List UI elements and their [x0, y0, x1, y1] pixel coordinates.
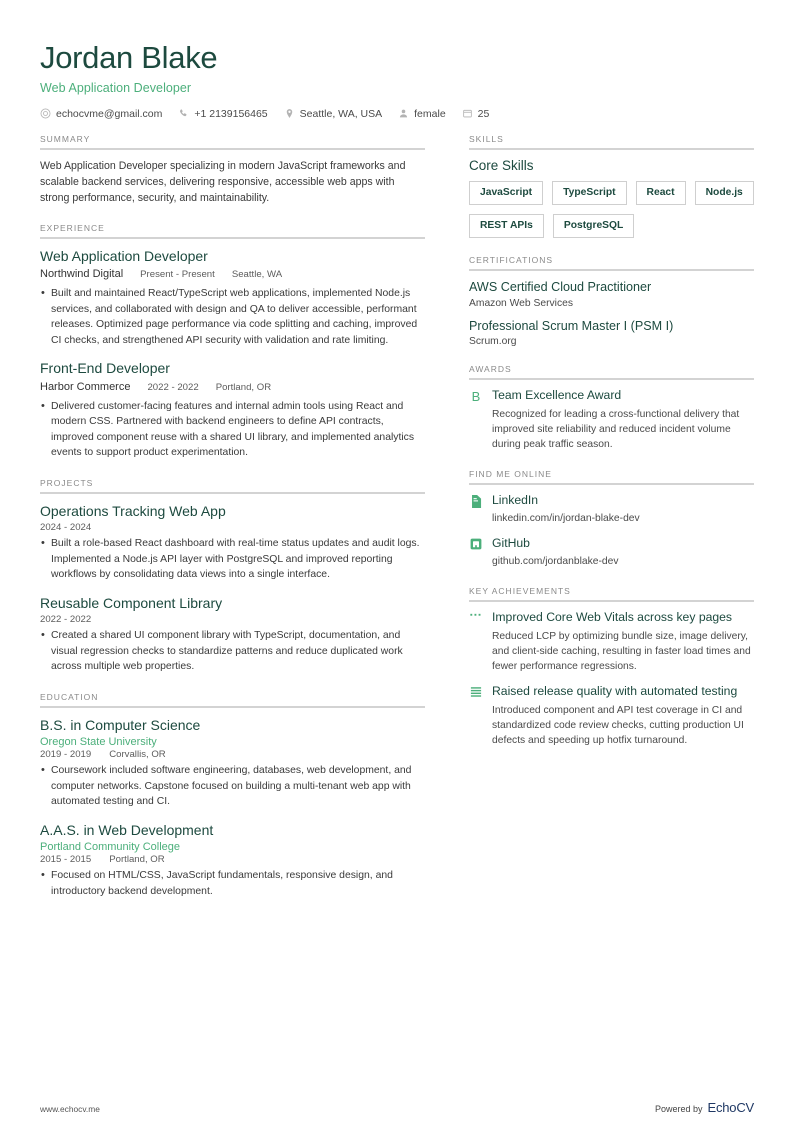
right-column [469, 134, 754, 765]
link-item-github[interactable] [469, 536, 754, 569]
ellipsis-icon [469, 610, 483, 618]
project-entry [40, 594, 425, 675]
summary-text: Web Application Developer specializing in modern JavaScript frameworks and scalable backend services, delivering responsive, accessible web apps with strong performance, security, and maintainability. [40, 159, 406, 204]
achievement-body [492, 684, 754, 748]
section-heading-education: EDUCATION [40, 692, 425, 708]
achievement-item [469, 684, 754, 748]
experience-entry [40, 359, 425, 461]
contact-location [284, 108, 382, 120]
experience-meta [40, 380, 425, 395]
rounded-square-icon [469, 536, 483, 550]
achievement-description: Introduced component and API test coverage in CI and standardized code review checks, cutting production UI defects and speeding up hotfix turnaround. [492, 704, 744, 746]
experience-title: Front-End Developer [40, 360, 170, 377]
experience-bullets [40, 399, 425, 461]
link-label: LinkedIn [492, 493, 539, 508]
experience-dates: 2022 - 2022 [147, 381, 199, 393]
document-icon [469, 493, 483, 508]
candidate-job-title: Web Application Developer [40, 80, 192, 95]
section-heading-summary: SUMMARY [40, 134, 425, 150]
award-body [492, 388, 754, 452]
list-lines-icon [469, 684, 483, 698]
section-achievements [469, 586, 754, 748]
section-heading-awards: AWARDS [469, 364, 754, 380]
project-bullets [40, 628, 425, 675]
section-certifications [469, 255, 754, 347]
link-url[interactable]: github.com/jordanblake-dev [492, 555, 619, 567]
experience-entry [40, 247, 425, 349]
experience-location: Seattle, WA [231, 269, 283, 281]
experience-org: Northwind Digital [40, 268, 124, 281]
contact-location-value: Seattle, WA, USA [299, 107, 383, 120]
project-dates: 2024 - 2024 [40, 522, 92, 534]
link-body [492, 536, 754, 569]
contact-gender [398, 108, 446, 120]
left-column [40, 134, 425, 917]
skill-tag-row [469, 181, 754, 239]
section-heading-skills: SKILLS [469, 134, 754, 150]
email-icon [40, 108, 51, 119]
section-education [40, 692, 425, 899]
link-body [492, 493, 754, 526]
experience-meta [40, 267, 425, 282]
section-experience [40, 223, 425, 461]
contact-age [462, 108, 490, 120]
badge-letter-glyph: B [471, 389, 481, 405]
education-dates: 2019 - 2019 [40, 749, 92, 761]
achievement-body [492, 610, 754, 674]
achievement-description: Reduced LCP by optimizing bundle size, image delivery, and client-side caching, resulting in faster load times and fewer performance regressions. [492, 630, 751, 672]
bullet-item: • Delivered customer-facing features and internal admin tools using React and modern CSS. Partnered with backend engineers to define API contracts, improved component reuse with a shared UI library, and implemented analytics events to support product experimentation. [40, 399, 425, 461]
education-meta [40, 854, 425, 865]
education-location: Portland, OR [109, 854, 165, 866]
experience-title: Web Application Developer [40, 247, 208, 264]
award-item [469, 388, 754, 452]
section-awards [469, 364, 754, 452]
section-heading-achievements: KEY ACHIEVEMENTS [469, 586, 754, 602]
education-meta [40, 749, 425, 760]
person-icon [398, 108, 409, 119]
bullet-item: • Built a role-based React dashboard with real-time status updates and audit logs. Implemented a Node.js API layer with PostgreSQL and improved reporting workflows by consolidating data views into a single interface. [40, 536, 425, 583]
section-summary [40, 134, 425, 206]
page-footer [40, 1100, 754, 1115]
link-item-linkedin[interactable] [469, 493, 754, 526]
candidate-name: Jordan Blake [40, 40, 218, 75]
link-label: GitHub [492, 536, 530, 551]
education-school: Portland Community College [40, 841, 181, 854]
experience-dates: Present - Present [140, 269, 215, 281]
bullet-item: • Focused on HTML/CSS, JavaScript fundamentals, responsive design, and introductory backend development. [40, 868, 425, 899]
section-heading-projects: PROJECTS [40, 478, 425, 494]
achievement-title: Raised release quality with automated testing [492, 684, 738, 699]
footer-powered-by-label: Powered by [654, 1104, 703, 1114]
project-bullets [40, 536, 425, 583]
certification-issuer: Scrum.org [469, 336, 517, 348]
certification-name: AWS Certified Cloud Practitioner [469, 280, 652, 295]
contact-email-value: echocvme@gmail.com [56, 107, 163, 120]
resume-columns [40, 134, 754, 917]
award-description: Recognized for leading a cross-functional delivery that improved site reliability and reduced incident volume during peak traffic season. [492, 408, 740, 450]
project-title: Reusable Component Library [40, 595, 223, 612]
certification-name: Professional Scrum Master I (PSM I) [469, 318, 674, 333]
contact-phone[interactable] [178, 108, 267, 120]
section-heading-experience: EXPERIENCE [40, 223, 425, 239]
contact-email[interactable] [40, 108, 162, 120]
education-entry [40, 821, 425, 899]
skill-tag: TypeScript [552, 181, 626, 205]
education-school: Oregon State University [40, 736, 157, 749]
footer-branding [655, 1100, 754, 1115]
award-title: Team Excellence Award [492, 388, 622, 403]
skill-tag: Node.js [695, 181, 754, 205]
project-dates: 2022 - 2022 [40, 614, 92, 626]
education-bullets [40, 868, 425, 899]
education-degree: B.S. in Computer Science [40, 717, 201, 734]
bullet-item: • Coursework included software engineering, databases, web development, and computer networks. Capstone focused on building a multi-tenant web app with automated testing and CI. [40, 763, 425, 810]
experience-location: Portland, OR [215, 381, 272, 393]
footer-brand-name: EchoCV [707, 1100, 754, 1115]
certification-item [469, 318, 754, 347]
certification-item [469, 279, 754, 308]
project-entry [40, 502, 425, 583]
contact-gender-value: female [414, 107, 446, 120]
education-dates: 2015 - 2015 [40, 854, 92, 866]
calendar-icon [462, 108, 473, 119]
project-title: Operations Tracking Web App [40, 503, 226, 520]
education-entry [40, 716, 425, 810]
skill-tag: PostgreSQL [553, 214, 635, 238]
bullet-item: • Built and maintained React/TypeScript web applications, implemented Node.js services, and collaborated with design and QA to deliver accessible, performant releases. Optimized page performance via code splitting and caching, improved CI checks, and strengthened API security with validation and rate limiting. [40, 286, 425, 348]
achievement-item [469, 610, 754, 674]
location-pin-icon [284, 108, 295, 119]
section-projects [40, 478, 425, 675]
section-heading-links: FIND ME ONLINE [469, 469, 754, 485]
skill-tag: React [636, 181, 686, 205]
skill-tag: JavaScript [469, 181, 543, 205]
experience-org: Harbor Commerce [40, 380, 131, 393]
phone-icon [178, 108, 189, 119]
section-heading-certifications: CERTIFICATIONS [469, 255, 754, 271]
section-links [469, 469, 754, 569]
contact-row [40, 108, 754, 120]
skills-group-title: Core Skills [469, 157, 534, 173]
education-location: Corvallis, OR [109, 749, 166, 761]
link-url[interactable]: linkedin.com/in/jordan-blake-dev [492, 512, 640, 524]
contact-age-value: 25 [477, 107, 490, 120]
footer-site-url[interactable]: www.echocv.me [40, 1104, 100, 1114]
experience-bullets [40, 286, 425, 348]
achievement-title: Improved Core Web Vitals across key pages [492, 610, 733, 625]
section-skills [469, 134, 754, 239]
skill-tag: REST APIs [469, 214, 544, 238]
education-degree: A.A.S. in Web Development [40, 822, 214, 839]
bullet-item: • Created a shared UI component library with TypeScript, documentation, and visual regression checks to standardize patterns and reduce duplicated work across multiple web properties. [40, 628, 425, 675]
resume-header [40, 40, 754, 120]
education-bullets [40, 763, 425, 810]
badge-letter-icon [469, 388, 483, 403]
certification-issuer: Amazon Web Services [469, 297, 573, 309]
contact-phone-value: +1 2139156465 [194, 107, 268, 120]
